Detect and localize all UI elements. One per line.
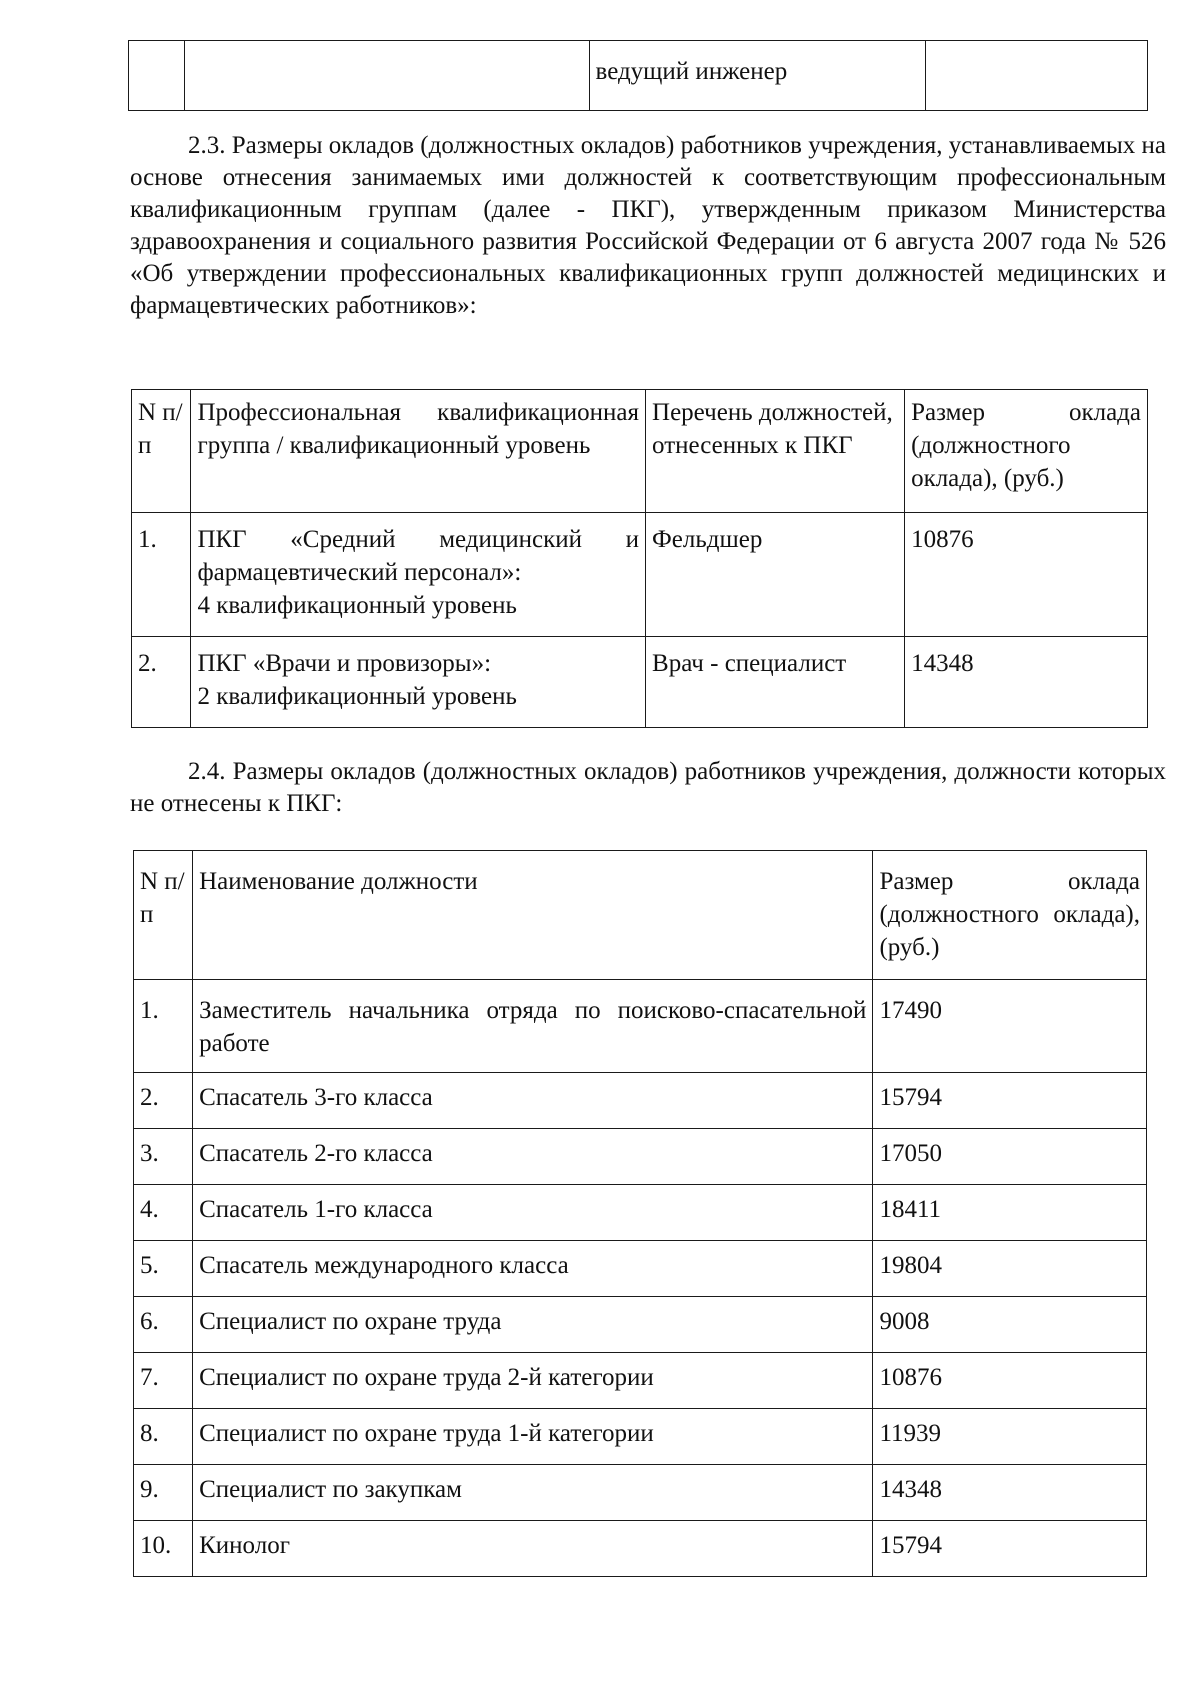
table-header-row <box>132 390 1148 513</box>
row-position-name: Спасатель 2-го класса <box>193 1129 873 1185</box>
row-salary: 14348 <box>873 1465 1147 1521</box>
table-cell <box>184 41 589 111</box>
row-salary: 18411 <box>873 1185 1147 1241</box>
header-salary: Размер оклада (должностного оклада), (руб.) <box>873 851 1147 980</box>
row-position: Фельдшер <box>646 513 905 637</box>
row-salary: 15794 <box>873 1521 1147 1577</box>
table-row <box>129 41 1148 111</box>
row-salary: 17490 <box>873 980 1147 1073</box>
row-salary: 9008 <box>873 1297 1147 1353</box>
row-number: 8. <box>134 1409 193 1465</box>
table-cell <box>926 41 1148 111</box>
row-number: 7. <box>134 1353 193 1409</box>
table-cell: ведущий инженер <box>589 41 926 111</box>
row-position-name: Кинолог <box>193 1521 873 1577</box>
row-number: 10. <box>134 1521 193 1577</box>
header-salary: Размер оклада (должностного оклада), (руб.) <box>905 390 1148 513</box>
row-number: 6. <box>134 1297 193 1353</box>
row-group-name: ПКГ «Средний медицинский и фармацевтический персонал»: <box>197 526 640 586</box>
row-number: 4. <box>134 1185 193 1241</box>
row-number: 2. <box>134 1073 193 1129</box>
row-position-name: Спасатель 1-го класса <box>193 1185 873 1241</box>
non-pkg-table <box>133 850 1147 1577</box>
row-salary: 11939 <box>873 1409 1147 1465</box>
section-2-4-paragraph <box>130 756 1166 820</box>
section-2-3-paragraph <box>130 130 1166 322</box>
row-number: 1. <box>132 513 191 637</box>
table-row <box>132 637 1148 728</box>
table-row <box>134 1185 1147 1241</box>
row-number: 9. <box>134 1465 193 1521</box>
row-salary: 14348 <box>905 637 1148 728</box>
header-group: Профессиональная квалификационная группа / квалификационный уровень <box>191 390 646 513</box>
row-position-name: Спасатель 3-го класса <box>193 1073 873 1129</box>
row-position-name: Специалист по охране труда 1-й категории <box>193 1409 873 1465</box>
table-cell <box>129 41 185 111</box>
top-table-fragment <box>128 40 1148 111</box>
pkg-table <box>131 389 1148 728</box>
row-position-name: Спасатель международного класса <box>193 1241 873 1297</box>
row-salary: 10876 <box>905 513 1148 637</box>
row-salary: 10876 <box>873 1353 1147 1409</box>
row-number: 1. <box>134 980 193 1073</box>
table-row <box>134 1465 1147 1521</box>
table-row <box>134 1521 1147 1577</box>
row-position-name: Специалист по охране труда <box>193 1297 873 1353</box>
row-group <box>191 513 646 637</box>
header-position-name: Наименование должности <box>193 851 873 980</box>
row-position: Врач - специалист <box>646 637 905 728</box>
table-row <box>134 1129 1147 1185</box>
header-number: N п/п <box>132 390 191 513</box>
row-number: 3. <box>134 1129 193 1185</box>
row-position-name: Заместитель начальника отряда по поисково-спасательной работе <box>193 980 873 1073</box>
table-row <box>134 1073 1147 1129</box>
row-group-level: 4 квалификационный уровень <box>197 592 517 619</box>
table-row <box>134 980 1147 1073</box>
row-number: 5. <box>134 1241 193 1297</box>
row-group-level: 2 квалификационный уровень <box>197 683 517 710</box>
row-salary: 17050 <box>873 1129 1147 1185</box>
row-group <box>191 637 646 728</box>
row-number: 2. <box>132 637 191 728</box>
table-row <box>134 1409 1147 1465</box>
table-row <box>134 1297 1147 1353</box>
table-header-row <box>134 851 1147 980</box>
section-2-3-text: 2.3. Размеры окладов (должностных окладов) работников учреждения, устанавливаемых на основе отнесения занимаемых ими должностей к соответствующим профессиональным квалификационным группам (далее - ПКГ), утвержденным приказом Министерства здравоохранения и социального развития Российской Федерации от 6 августа 2007 года № 526 «Об утверждении профессиональных квалификационных групп должностей медицинских и фармацевтических работников»: <box>130 132 1166 319</box>
table-row <box>134 1241 1147 1297</box>
row-salary: 19804 <box>873 1241 1147 1297</box>
header-positions: Перечень должностей, отнесенных к ПКГ <box>646 390 905 513</box>
header-number: N п/п <box>134 851 193 980</box>
section-2-4-text: 2.4. Размеры окладов (должностных окладов) работников учреждения, должности которых не отнесены к ПКГ: <box>130 758 1166 817</box>
row-position-name: Специалист по закупкам <box>193 1465 873 1521</box>
row-salary: 15794 <box>873 1073 1147 1129</box>
row-group-name: ПКГ «Врачи и провизоры»: <box>197 650 492 677</box>
table-row <box>134 1353 1147 1409</box>
table-row <box>132 513 1148 637</box>
row-position-name: Специалист по охране труда 2-й категории <box>193 1353 873 1409</box>
